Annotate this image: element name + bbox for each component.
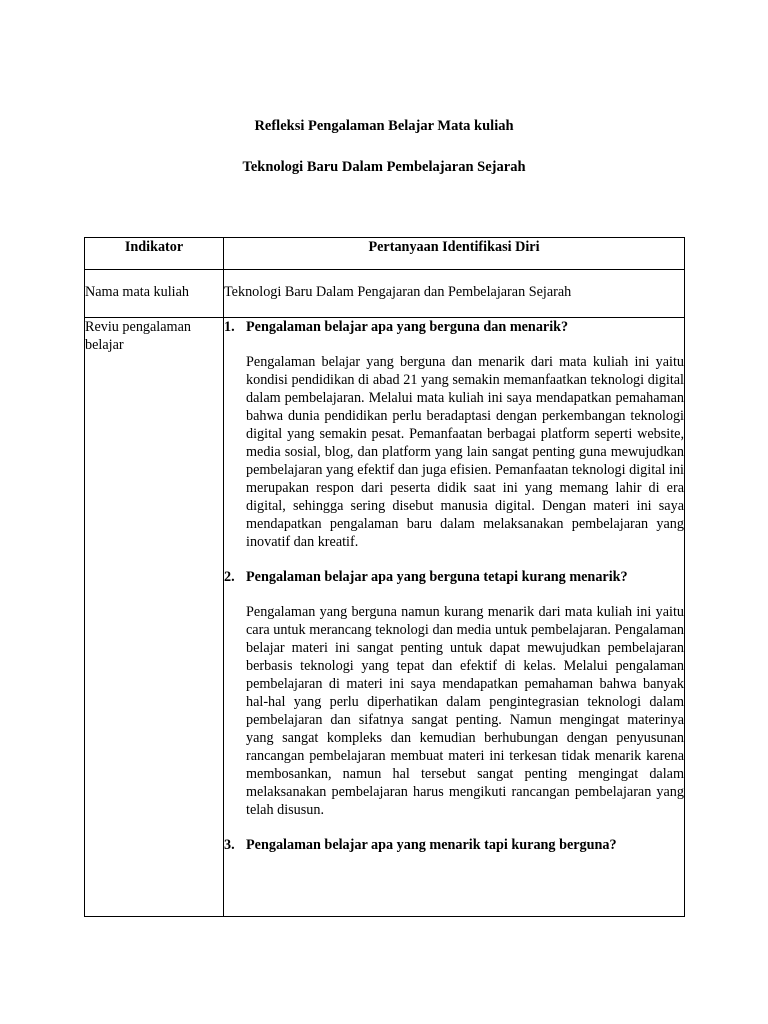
question-item (224, 836, 684, 854)
answer-paragraph: Pengalaman yang berguna namun kurang menarik dari mata kuliah ini yaitu cara untuk merancang teknologi dan media untuk pembelajaran. Pengalaman belajar materi ini sangat penting untuk dapat mewujudkan pembelajaran berbasis teknologi yang tepat dan efektif di kelas. Melalui pengalaman pembelajaran di materi ini saya mendapatkan pemahaman bahwa banyak hal-hal yang perlu diperhatikan dalam pengintegrasian teknologi dalam pembelajaran dan sifatnya sangat penting. Namun mengingat materinya yang sangat kompleks dan kemudian berhubungan dengan penyusunan rancangan pembelajaran membuat materi ini terkesan tidak menarik karena membosankan, namun hal tersebut sangat penting mengingat dalam melaksanakan pembelajaran harus mengikuti rancangan pembelajaran yang telah disusun. (246, 604, 684, 818)
table-row (85, 270, 685, 318)
reflection-table (84, 237, 685, 917)
question-heading (224, 568, 684, 586)
table-header-row (85, 238, 685, 270)
indicator-review: Reviu pengalaman belajar (85, 318, 224, 917)
question-number: 3. (224, 837, 235, 853)
question-text: Pengalaman belajar apa yang menarik tapi kurang berguna? (246, 837, 617, 853)
question-heading (224, 318, 684, 336)
question-heading (224, 836, 684, 854)
document-subtitle: Teknologi Baru Dalam Pembelajaran Sejarah (242, 159, 526, 175)
header-questions: Pertanyaan Identifikasi Diri (224, 238, 685, 270)
review-questions (224, 318, 685, 917)
document-title: Refleksi Pengalaman Belajar Mata kuliah (254, 118, 514, 134)
question-number: 1. (224, 319, 235, 335)
question-text: Pengalaman belajar apa yang berguna dan menarik? (246, 319, 569, 335)
question-number: 2. (224, 569, 235, 585)
header-indicator: Indikator (85, 238, 224, 270)
answer-paragraph: Pengalaman belajar yang berguna dan menarik dari mata kuliah ini yaitu kondisi pendidikan di abad 21 yang semakin memanfaatkan teknologi digital dalam pembelajaran. Melalui mata kuliah ini saya mendapatkan pemahaman bahwa dunia pendidikan perlu beradaptasi dengan perkembangan teknologi digital yang semakin pesat. Pemanfaatan berbagai platform seperti website, media sosial, blog, dan platform yang lain sangat penting guna mewujudkan pembelajaran yang efektif dan juga efisien. Pemanfaatan teknologi digital ini merupakan respon dari peserta didik saat ini yang memang lahir di era digital, sehingga sering disebut manusia digital. Dengan materi ini saya mendapatkan pengalaman baru dalam melaksanakan pembelajaran yang inovatif dan kreatif. (246, 354, 684, 550)
question-item (224, 318, 684, 551)
question-text: Pengalaman belajar apa yang berguna tetapi kurang menarik? (246, 569, 628, 585)
course-name-value: Teknologi Baru Dalam Pengajaran dan Pembelajaran Sejarah (224, 270, 685, 318)
table-row (85, 318, 685, 917)
question-item (224, 568, 684, 819)
indicator-course-name: Nama mata kuliah (85, 270, 224, 318)
